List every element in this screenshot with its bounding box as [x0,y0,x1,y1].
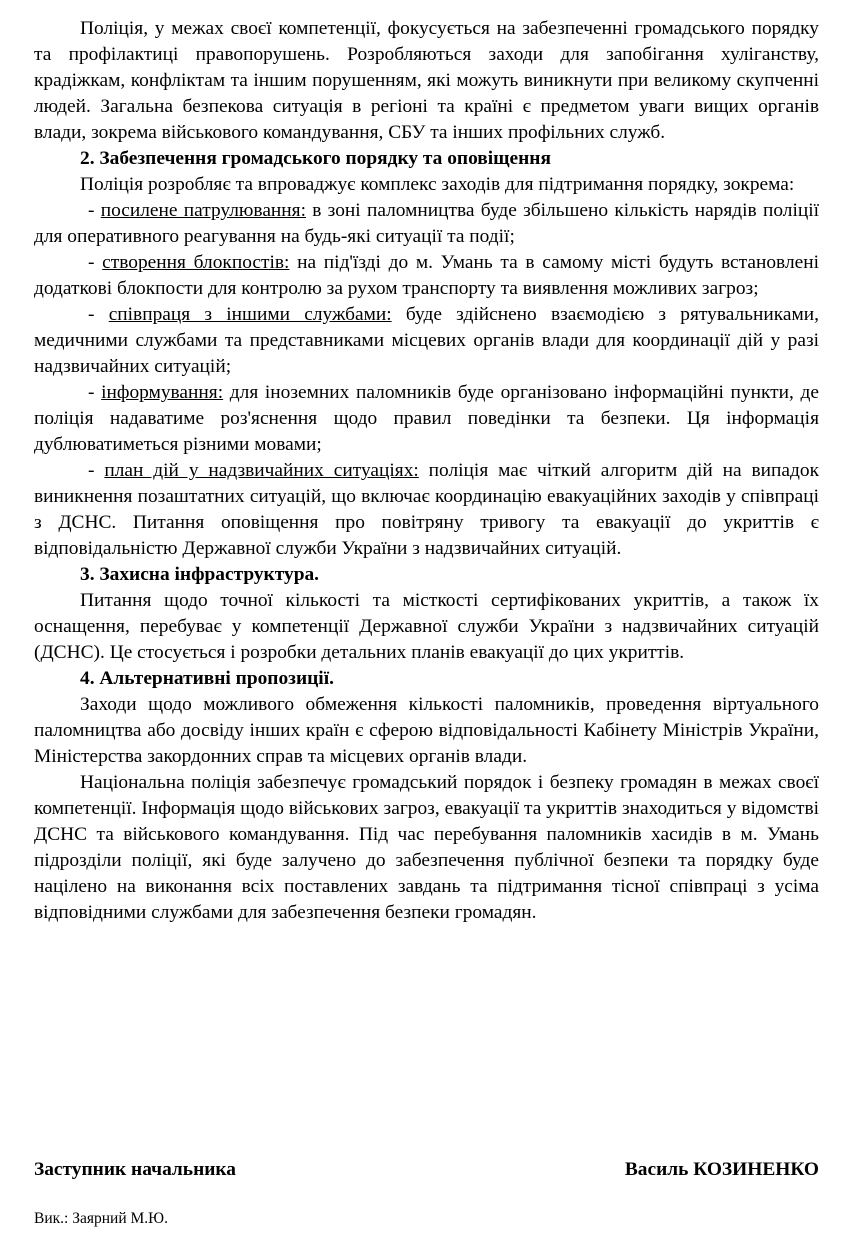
list-item-term: інформування: [101,382,224,403]
list-item-text: поліція має чіткий алгоритм дій на випадок виникнення позаштатних ситуацій, що включає координацію евакуаційних заходів у співпраці з ДСНС. Питання оповіщення про повітряну тривогу та евакуації до укриттів є відповідальністю Державної служби України з надзвичайних ситуацій. [34,460,819,559]
signatory-position: Заступник начальника [34,1159,236,1180]
list-dash: - [88,252,103,273]
list-item-term: посилене патрулювання: [100,200,306,221]
list-item-patrol [34,198,819,250]
list-item-cooperation [34,302,819,380]
list-dash: - [88,460,105,481]
section-2-lead: Поліція розробляє та впроваджує комплекс заходів для підтримання порядку, зокрема: [80,174,795,195]
executor-note: Вик.: Заярний М.Ю. [34,1210,168,1227]
document-body [34,16,819,926]
list-item-term: співпраця з іншими службами: [108,304,392,325]
section-4-heading: 4. Альтернативні пропозиції. [80,668,334,689]
section-4-text: Заходи щодо можливого обмеження кількості паломників, проведення віртуального паломництва або досвіду інших країн є сферою відповідальності Кабінету Міністрів України, Міністерства закордонних справ та місцевих органів влади. [34,694,819,767]
list-dash: - [88,200,101,221]
section-3-text: Питання щодо точної кількості та місткості сертифікованих укриттів, а також їх оснащення, перебуває у компетенції Державної служби України з надзвичайних ситуацій (ДСНС). Це стосується і розробки детальних планів евакуації до цих укриттів. [34,590,819,663]
conclusion-paragraph: Національна поліція забезпечує громадський порядок і безпеку громадян в межах своєї компетенції. Інформація щодо військових загроз, евакуації та укриттів знаходиться у відомстві ДСНС та військового командування. Під час перебування паломників хасидів в м. Умань підрозділи поліції, які буде залучено до забезпечення публічної безпеки та порядку буде націлено на виконання всіх поставлених завдань та підтримання тісної співпраці з усіма відповідними службами для забезпечення безпеки громадян. [34,772,819,923]
list-item-emergency-plan [34,458,819,562]
section-3-heading: 3. Захисна інфраструктура. [80,564,320,585]
list-item-text: в зоні паломництва буде збільшено кількість нарядів поліції для оперативного реагування на будь-які ситуації та події; [34,200,819,247]
section-2-heading: 2. Забезпечення громадського порядку та оповіщення [80,148,551,169]
list-item-text: для іноземних паломників буде організовано інформаційні пункти, де поліція надаватиме роз'яснення щодо правил поведінки та безпеки. Ця інформація дублюватиметься різними мовами; [34,382,819,455]
list-item-term: створення блокпостів: [102,252,290,273]
list-item-text: на під'їзді до м. Умань та в самому місті будуть встановлені додаткові блокпости для контролю за рухом транспорту та виявлення можливих загроз; [34,252,819,299]
list-item-text: буде здійснено взаємодією з рятувальниками, медичними службами та представниками місцевих органів влади для координації дій у разі надзвичайних ситуацій; [34,304,820,377]
list-item-checkpoints [34,250,819,302]
list-item-term: план дій у надзвичайних ситуаціях: [104,460,419,481]
intro-paragraph: Поліція, у межах своєї компетенції, фокусується на забезпеченні громадського порядку та профілактиці правопорушень. Розробляються заходи для запобігання хуліганству, крадіжкам, конфліктам та іншим порушенням, які можуть виникнути при великому скупченні людей. Загальна безпекова ситуація в регіоні та країні є предметом уваги вищих органів влади, зокрема військового командування, СБУ та інших профільних служб. [34,18,819,143]
list-item-informing [34,380,819,458]
signatory-name: Василь КОЗИНЕНКО [624,1159,819,1180]
signature-block [34,1157,819,1183]
list-dash: - [88,382,102,403]
list-dash: - [88,304,109,325]
